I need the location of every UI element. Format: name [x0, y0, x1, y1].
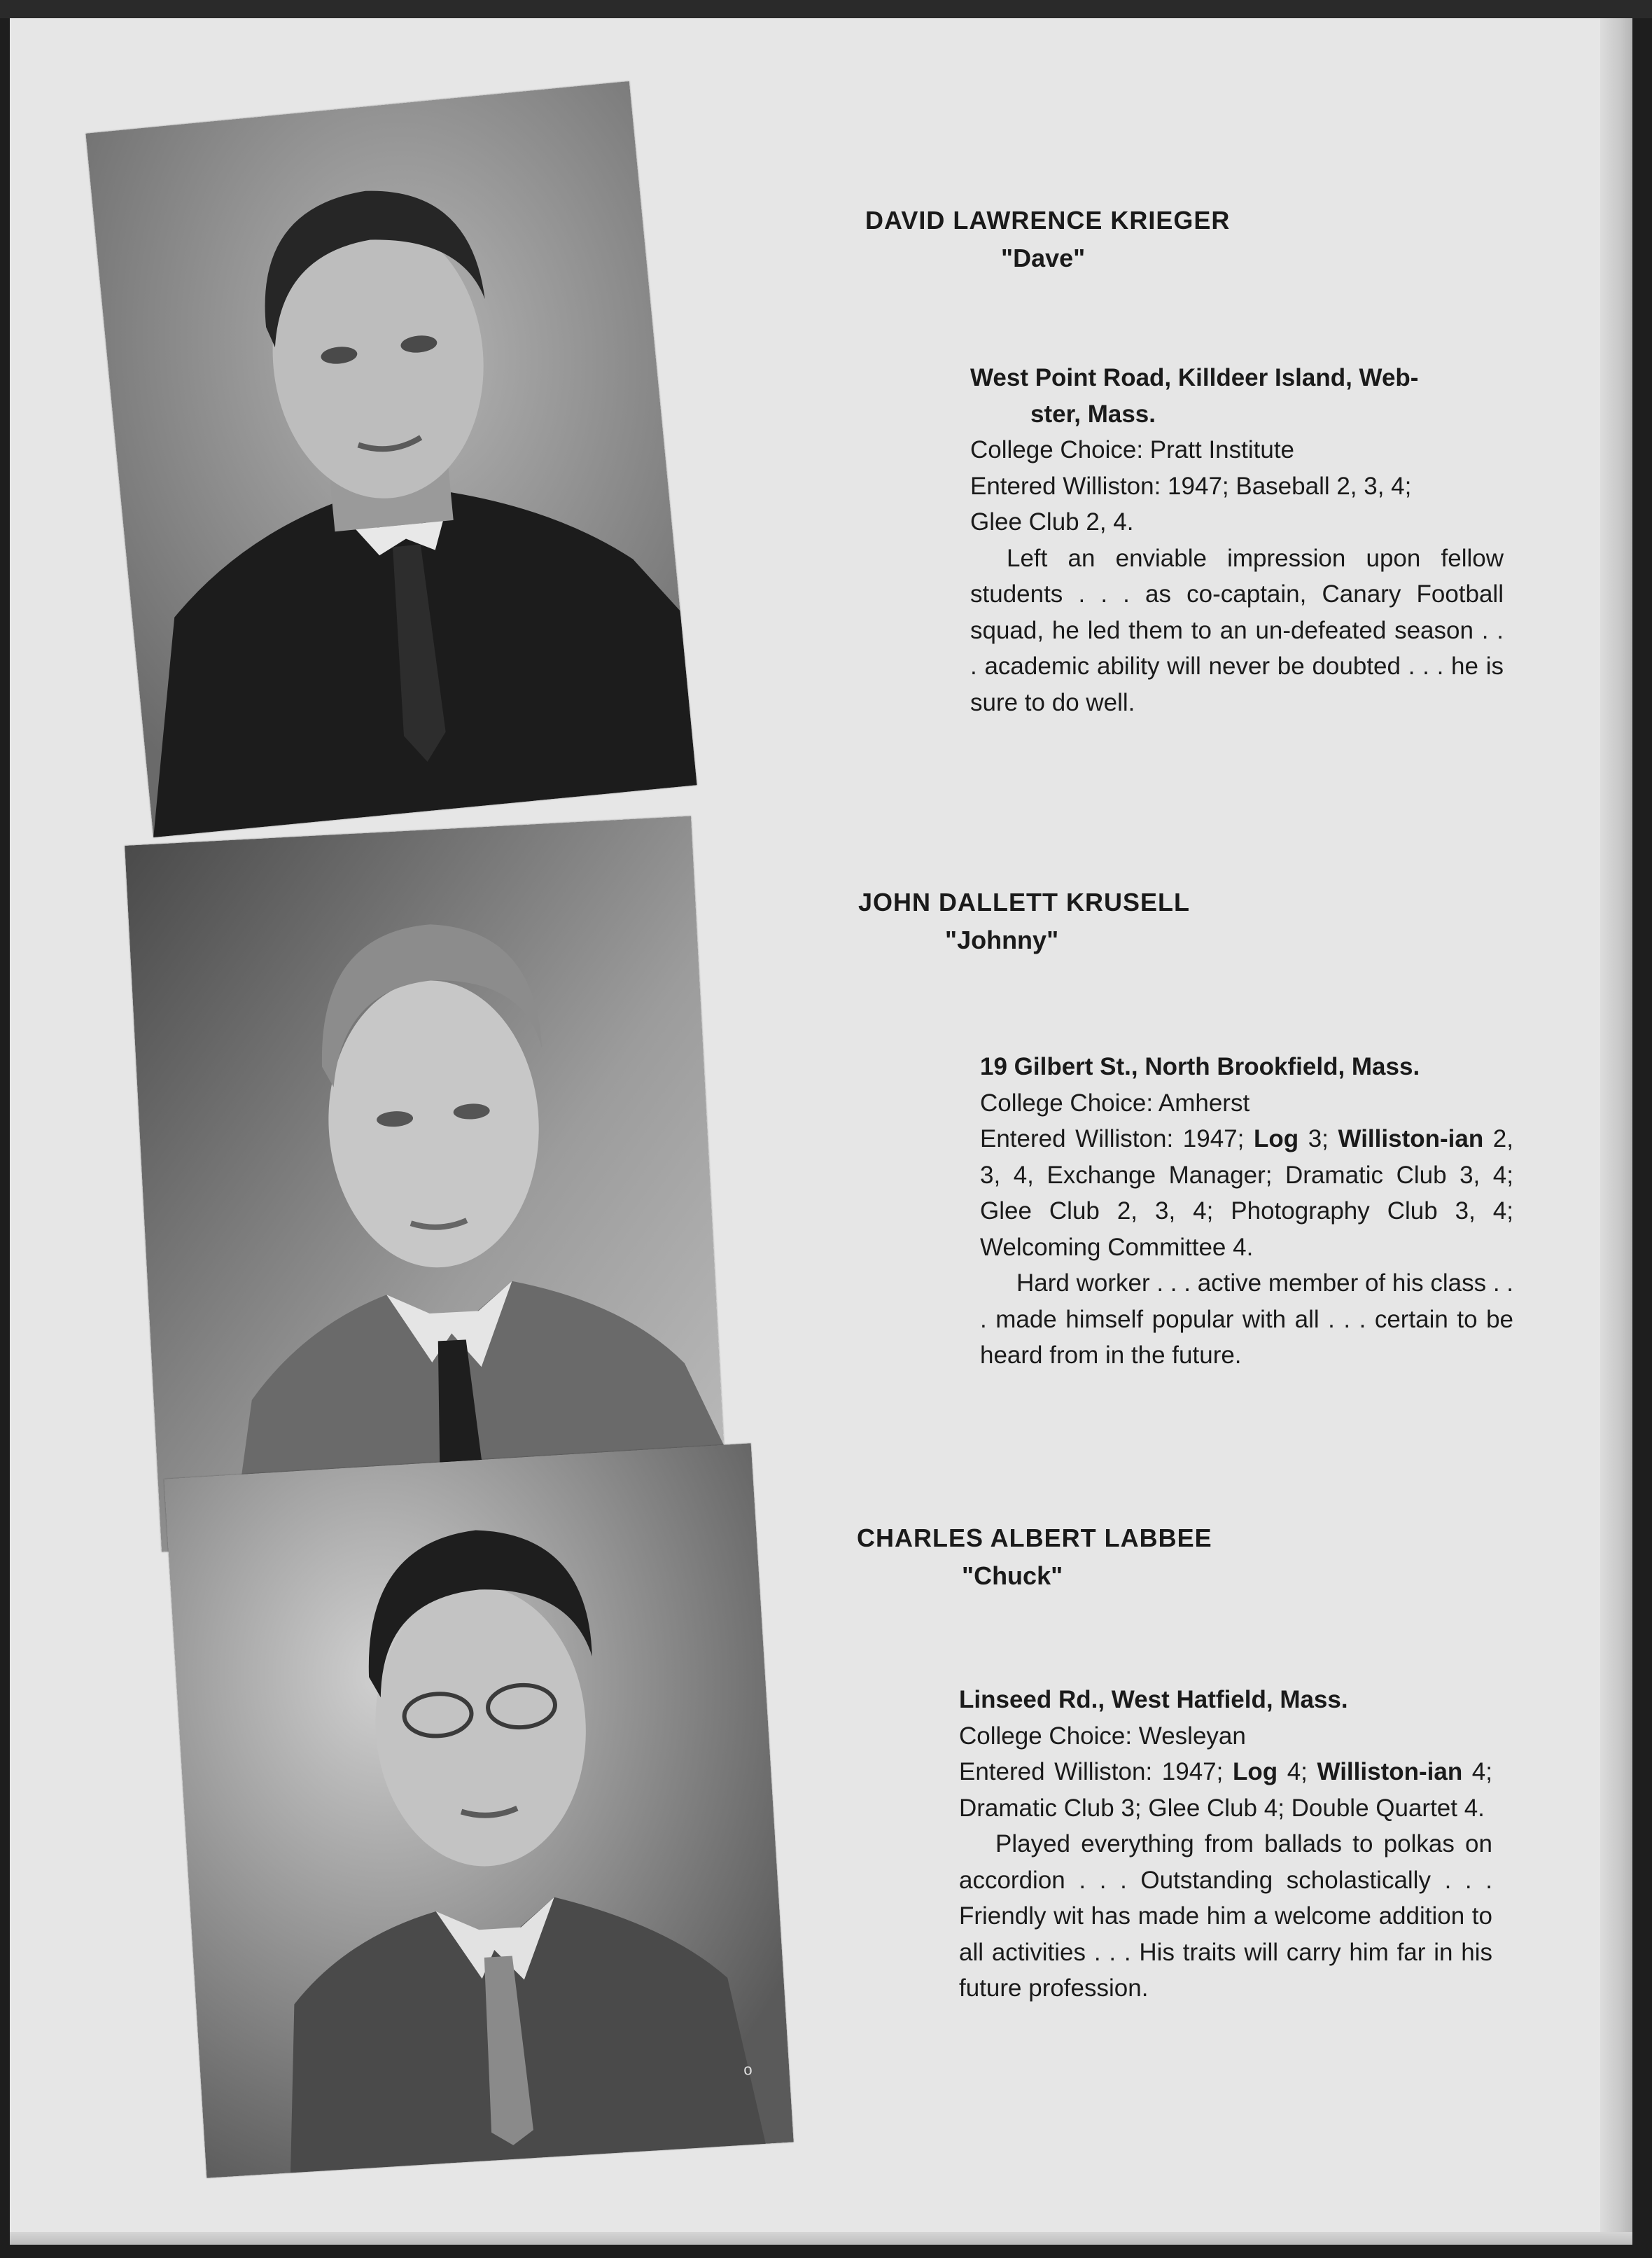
student-address-cont-1: ster, Mass. [1030, 400, 1156, 428]
portrait-krieger-image [85, 81, 696, 837]
college-choice-1: College Choice: Pratt Institute [970, 436, 1295, 464]
student-bio-1 [970, 360, 1504, 720]
student-nickname-1: "Dave" [1001, 244, 1086, 272]
photo-mark: o [743, 2060, 753, 2079]
student-bio-3 [959, 1682, 1492, 2007]
publication-log-3: Log [1232, 1758, 1278, 1785]
page-bottom-edge [10, 2232, 1632, 2245]
student-name-2: JOHN DALLETT KRUSELL [858, 888, 1190, 917]
college-choice-3: College Choice: Wesleyan [959, 1722, 1246, 1750]
student-address-3: Linseed Rd., West Hatfield, Mass. [959, 1686, 1348, 1713]
portrait-photo-labbee [164, 1443, 793, 2177]
activities-3 [959, 1754, 1492, 1826]
publication-log-years-3: 4; [1278, 1758, 1317, 1785]
publication-willistonian-2: Williston-ian [1338, 1125, 1484, 1152]
activities-2 [980, 1121, 1513, 1265]
student-bio-2 [980, 1049, 1513, 1374]
student-nickname-3: "Chuck" [962, 1561, 1063, 1590]
college-choice-2: College Choice: Amherst [980, 1089, 1250, 1117]
portrait-labbee-image [164, 1443, 793, 2177]
entered-2: Entered Williston: 1947; [980, 1125, 1254, 1152]
student-address-1: West Point Road, Killdeer Island, Web- [970, 364, 1419, 391]
publication-log-2: Log [1253, 1125, 1299, 1152]
student-name-1: DAVID LAWRENCE KRIEGER [865, 206, 1231, 235]
student-description-2: Hard worker . . . active member of his class . . . made himself popular with all . . . certain to be heard from in the future. [980, 1269, 1513, 1369]
student-description-1: Left an enviable impression upon fellow students . . . as co-captain, Canary Football squad, he led them to an un-defeated season . . . academic ability will never be doubted . . . he is sure to do well. [970, 544, 1504, 716]
entered-3: Entered Williston: 1947; [959, 1758, 1233, 1785]
page-edge-shadow [1600, 18, 1632, 2245]
portrait-photo-krusell [125, 816, 728, 1552]
publication-log-years-2: 3; [1298, 1125, 1338, 1152]
portrait-krusell-image [125, 816, 728, 1552]
portrait-photo-krieger [85, 81, 696, 837]
yearbook-page [10, 18, 1632, 2245]
student-description-3: Played everything from ballads to polkas on accordion . . . Outstanding scholastically . . . Friendly wit has made him a welcome addition to all activities . . . His traits will carry him far in his future profession. [959, 1830, 1492, 2002]
student-nickname-2: "Johnny" [945, 926, 1059, 954]
publication-willistonian-3: Williston-ian [1317, 1758, 1463, 1785]
activities-line-1b: Glee Club 2, 4. [970, 508, 1134, 536]
student-address-2: 19 Gilbert St., North Brookfield, Mass. [980, 1053, 1420, 1080]
activities-line-1a: Entered Williston: 1947; Baseball 2, 3, 4; [970, 472, 1412, 500]
scan-top-border [0, 0, 1652, 18]
activities-rest-3: 4; Dramatic Club 3; Glee Club 4; Double Quartet 4. [959, 1758, 1492, 1822]
student-name-3: CHARLES ALBERT LABBEE [857, 1524, 1212, 1552]
activities-rest-2: 2, 3, 4, Exchange Manager; Dramatic Club 3, 4; Glee Club 2, 3, 4; Photography Club 3, 4; Welcoming Committee 4. [980, 1125, 1513, 1261]
